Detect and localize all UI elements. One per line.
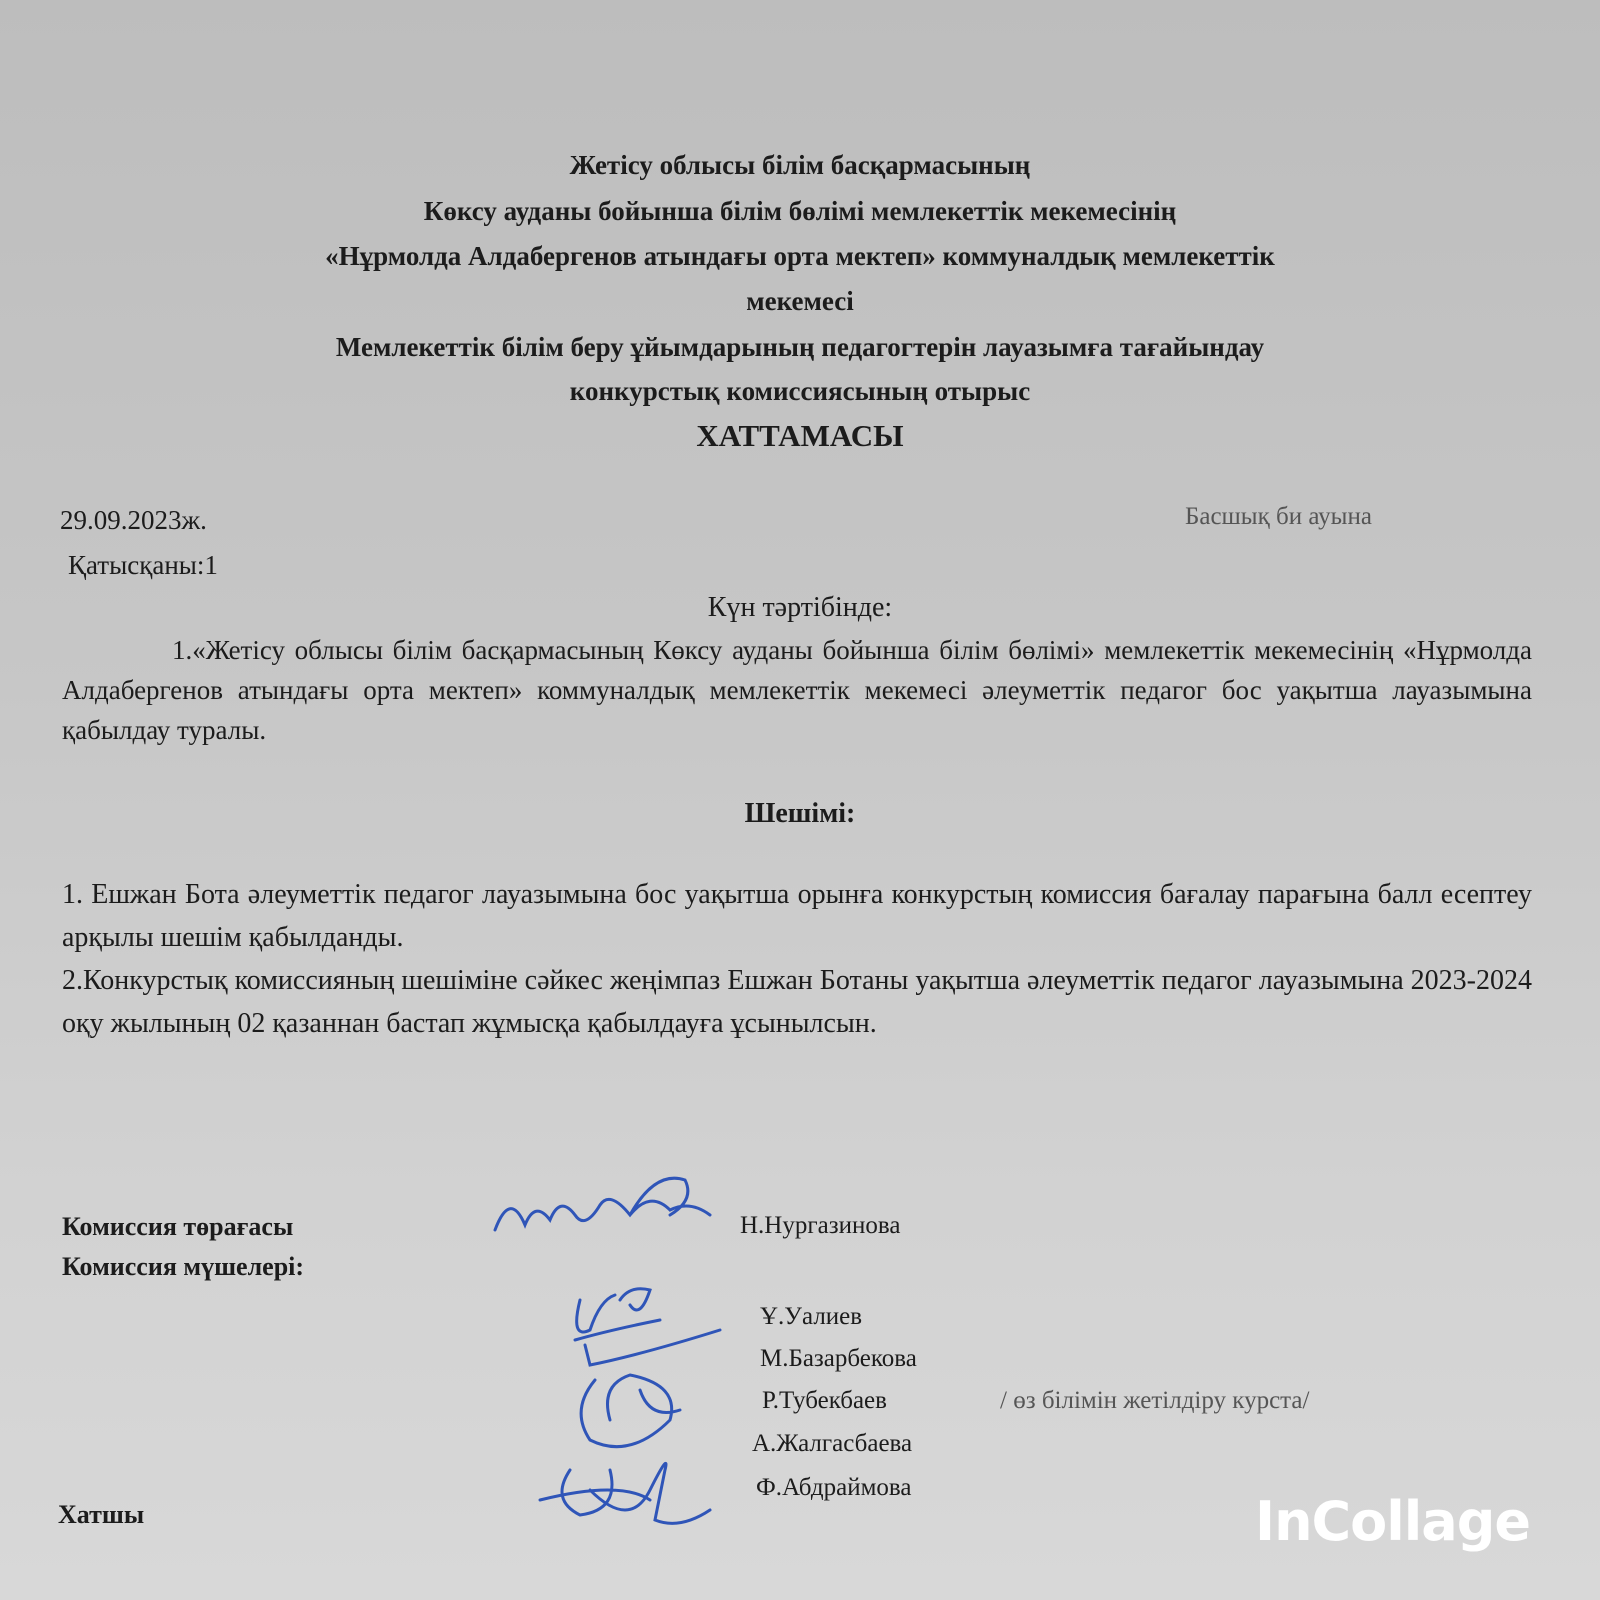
- decision-item-1: 1. Ешжан Бота әлеуметтік педагог лауазымына бос уақытша орынға конкурстың комиссия бағалау парағына балл есептеу арқылы шешім қабылданды.: [62, 879, 1532, 953]
- members-label: Комиссия мүшелері:: [62, 1252, 305, 1281]
- member-name: Р.Тубекбаев: [762, 1387, 887, 1414]
- handwritten-signatures: [480, 1170, 750, 1570]
- member-name: Ұ.Уалиев: [760, 1303, 863, 1330]
- decision-heading: Шешімі:: [744, 798, 856, 829]
- header-line-4: мекемесі: [746, 286, 854, 316]
- member-name: М.Базарбекова: [760, 1345, 917, 1372]
- agenda-heading: Күн тәртібінде:: [707, 592, 893, 623]
- place: Басшық би ауына: [1185, 503, 1372, 530]
- header-line-2: Көксу ауданы бойынша білім бөлімі мемлекеттік мекемесінің: [423, 196, 1177, 226]
- header-line-1: Жетісу облысы білім басқармасының: [569, 150, 1031, 180]
- attendance: Қатысқаны:1: [68, 550, 218, 580]
- chair-name: Н.Нургазинова: [740, 1212, 901, 1239]
- header-line-3: «Нұрмолда Алдабергенов атындағы орта мектеп» коммуналдық мемлекеттік: [325, 241, 1275, 271]
- incollage-watermark-logo: InCollage: [1254, 1490, 1530, 1553]
- date: 29.09.2023ж.: [60, 505, 207, 535]
- document-title: ХАТТАМАСЫ: [696, 418, 904, 453]
- member-name: Ф.Абдраймова: [756, 1474, 912, 1501]
- course-note: / өз білімін жетілдіру курста/: [1000, 1387, 1310, 1414]
- secretary-label: Хатшы: [58, 1500, 145, 1529]
- agenda-item: 1.«Жетісу облысы білім басқармасының Көксу ауданы бойынша білім бөлімі» мемлекеттік мекемесінің «Нұрмолда Алдабергенов атындағы орта мектеп» коммуналдық мемлекеттік мекемесі әлеуметтік педагог бос уақытша лауазымына қабылдау туралы.: [62, 635, 1532, 745]
- member-name: А.Жалгасбаева: [752, 1430, 913, 1457]
- header-line-6: конкурстық комиссиясының отырыс: [569, 376, 1031, 406]
- decision-item-2: 2.Конкурстық комиссияның шешіміне сәйкес жеңімпаз Ешжан Ботаны уақытша әлеуметтік педагог лауазымына 2023-2024 оқу жылының 02 қазаннан бастап жұмысқа қабылдауға ұсынылсын.: [62, 965, 1532, 1039]
- header-line-5: Мемлекеттік білім беру ұйымдарының педагогтерін лауазымға тағайындау: [335, 332, 1265, 362]
- chair-label: Комиссия төрағасы: [62, 1212, 294, 1241]
